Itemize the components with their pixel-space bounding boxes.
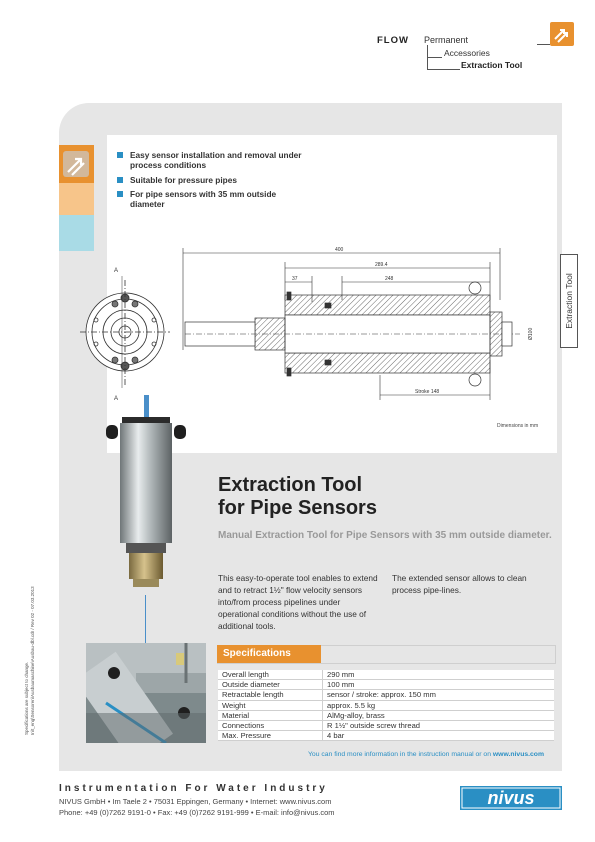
breadcrumb-accessories: Accessories (444, 48, 490, 58)
category-tile-orange (59, 145, 94, 183)
spec-label: Outside diameter (218, 680, 323, 690)
table-row (218, 680, 554, 690)
logo-text: nivus (487, 788, 535, 808)
table-row (218, 731, 554, 741)
footer-contact: Phone: +49 (0)7262 9191-0 • Fax: +49 (0)7262 9191-999 • E-mail: info@nivus.com (59, 808, 335, 817)
dimensions-note: Dimensions in mm (497, 423, 539, 429)
dim-label: 248 (385, 276, 394, 282)
dim-label: 37 (292, 276, 298, 282)
spec-label: Connections (218, 721, 323, 731)
feature-item: For pipe sensors with 35 mm outside diameter (117, 189, 307, 210)
spec-label: Retractable length (218, 690, 323, 700)
footer-tagline: Instrumentation For Water Industry (59, 783, 328, 794)
category-logo-icon (550, 22, 574, 46)
side-tab-label: Extraction Tool (564, 273, 574, 329)
description-left: This easy-to-operate tool enables to extend and to retract 1½" flow velocity sensors into/from process pipelines under operational conditions without the use of additional tools. (218, 573, 378, 632)
spec-value: 290 mm (323, 670, 555, 680)
product-photo (100, 395, 195, 595)
feature-item: Suitable for pressure pipes (117, 175, 307, 185)
breadcrumb-flow: FLOW (377, 35, 409, 46)
more-info-text: You can find more information in the instruction manual or on (308, 751, 491, 758)
spec-table (218, 670, 554, 741)
table-row (218, 670, 554, 680)
table-row (218, 700, 554, 710)
feature-list (117, 150, 307, 214)
side-note-line: Specifications are subject to change. (24, 661, 29, 735)
spec-label: Max. Pressure (218, 731, 323, 741)
website-link[interactable]: www.nivus.com (492, 751, 545, 758)
description-right: The extended sensor allows to clean process pipe-lines. (392, 573, 527, 596)
front-view (80, 276, 170, 388)
installation-photo (86, 643, 206, 743)
spec-value: R 1½" outside screw thread (323, 721, 555, 731)
table-row (218, 690, 554, 700)
spec-heading: Specifications (217, 645, 321, 663)
section-view (185, 282, 520, 386)
category-tile-peach (59, 183, 94, 215)
table-row (218, 710, 554, 720)
callout-line (145, 595, 146, 643)
page-title (218, 474, 377, 520)
side-note (24, 575, 40, 735)
spec-value: AlMg-alloy, brass (323, 710, 555, 720)
spec-value: approx. 5.5 kg (323, 700, 555, 710)
technical-drawing (80, 240, 550, 420)
breadcrumb-extraction-tool: Extraction Tool (461, 60, 523, 70)
spec-value: sensor / stroke: approx. 150 mm (323, 690, 555, 700)
more-info-note (308, 751, 544, 758)
dim-label: Ø100 (528, 327, 534, 340)
section-mark-bottom: A (114, 396, 119, 402)
nivus-logo (460, 783, 562, 813)
breadcrumb-connector (427, 69, 460, 70)
footer-address: NIVUS GmbH • Im Taele 2 • 75031 Eppingen, Germany • Internet: www.nivus.com (59, 797, 332, 806)
dim-label: 400 (335, 247, 344, 253)
feature-item: Easy sensor installation and removal under process conditions (117, 150, 307, 171)
spec-label: Overall length (218, 670, 323, 680)
spec-value: 4 bar (323, 731, 555, 741)
title-line: for Pipe Sensors (218, 497, 377, 519)
title-line: Extraction Tool (218, 474, 363, 496)
spec-label: Material (218, 710, 323, 720)
section-mark-top: A (114, 268, 119, 274)
spec-value: 100 mm (323, 680, 555, 690)
logo-connector (537, 44, 550, 45)
breadcrumb-connector (427, 57, 442, 58)
dim-label: 289.4 (375, 262, 388, 268)
side-note-line: In\t_eng\Sensoren\Ausbaumaschine\Ausbau-dbl.cdr / Rev 02 - 07.03.2013 (30, 586, 35, 735)
dim-label: Stroke 148 (415, 389, 440, 395)
spec-label: Weight (218, 700, 323, 710)
subtitle: Manual Extraction Tool for Pipe Sensors with 35 mm outside diameter. (218, 530, 552, 541)
table-row (218, 721, 554, 731)
breadcrumb-permanent: Permanent (424, 35, 469, 45)
side-tab (560, 254, 578, 348)
